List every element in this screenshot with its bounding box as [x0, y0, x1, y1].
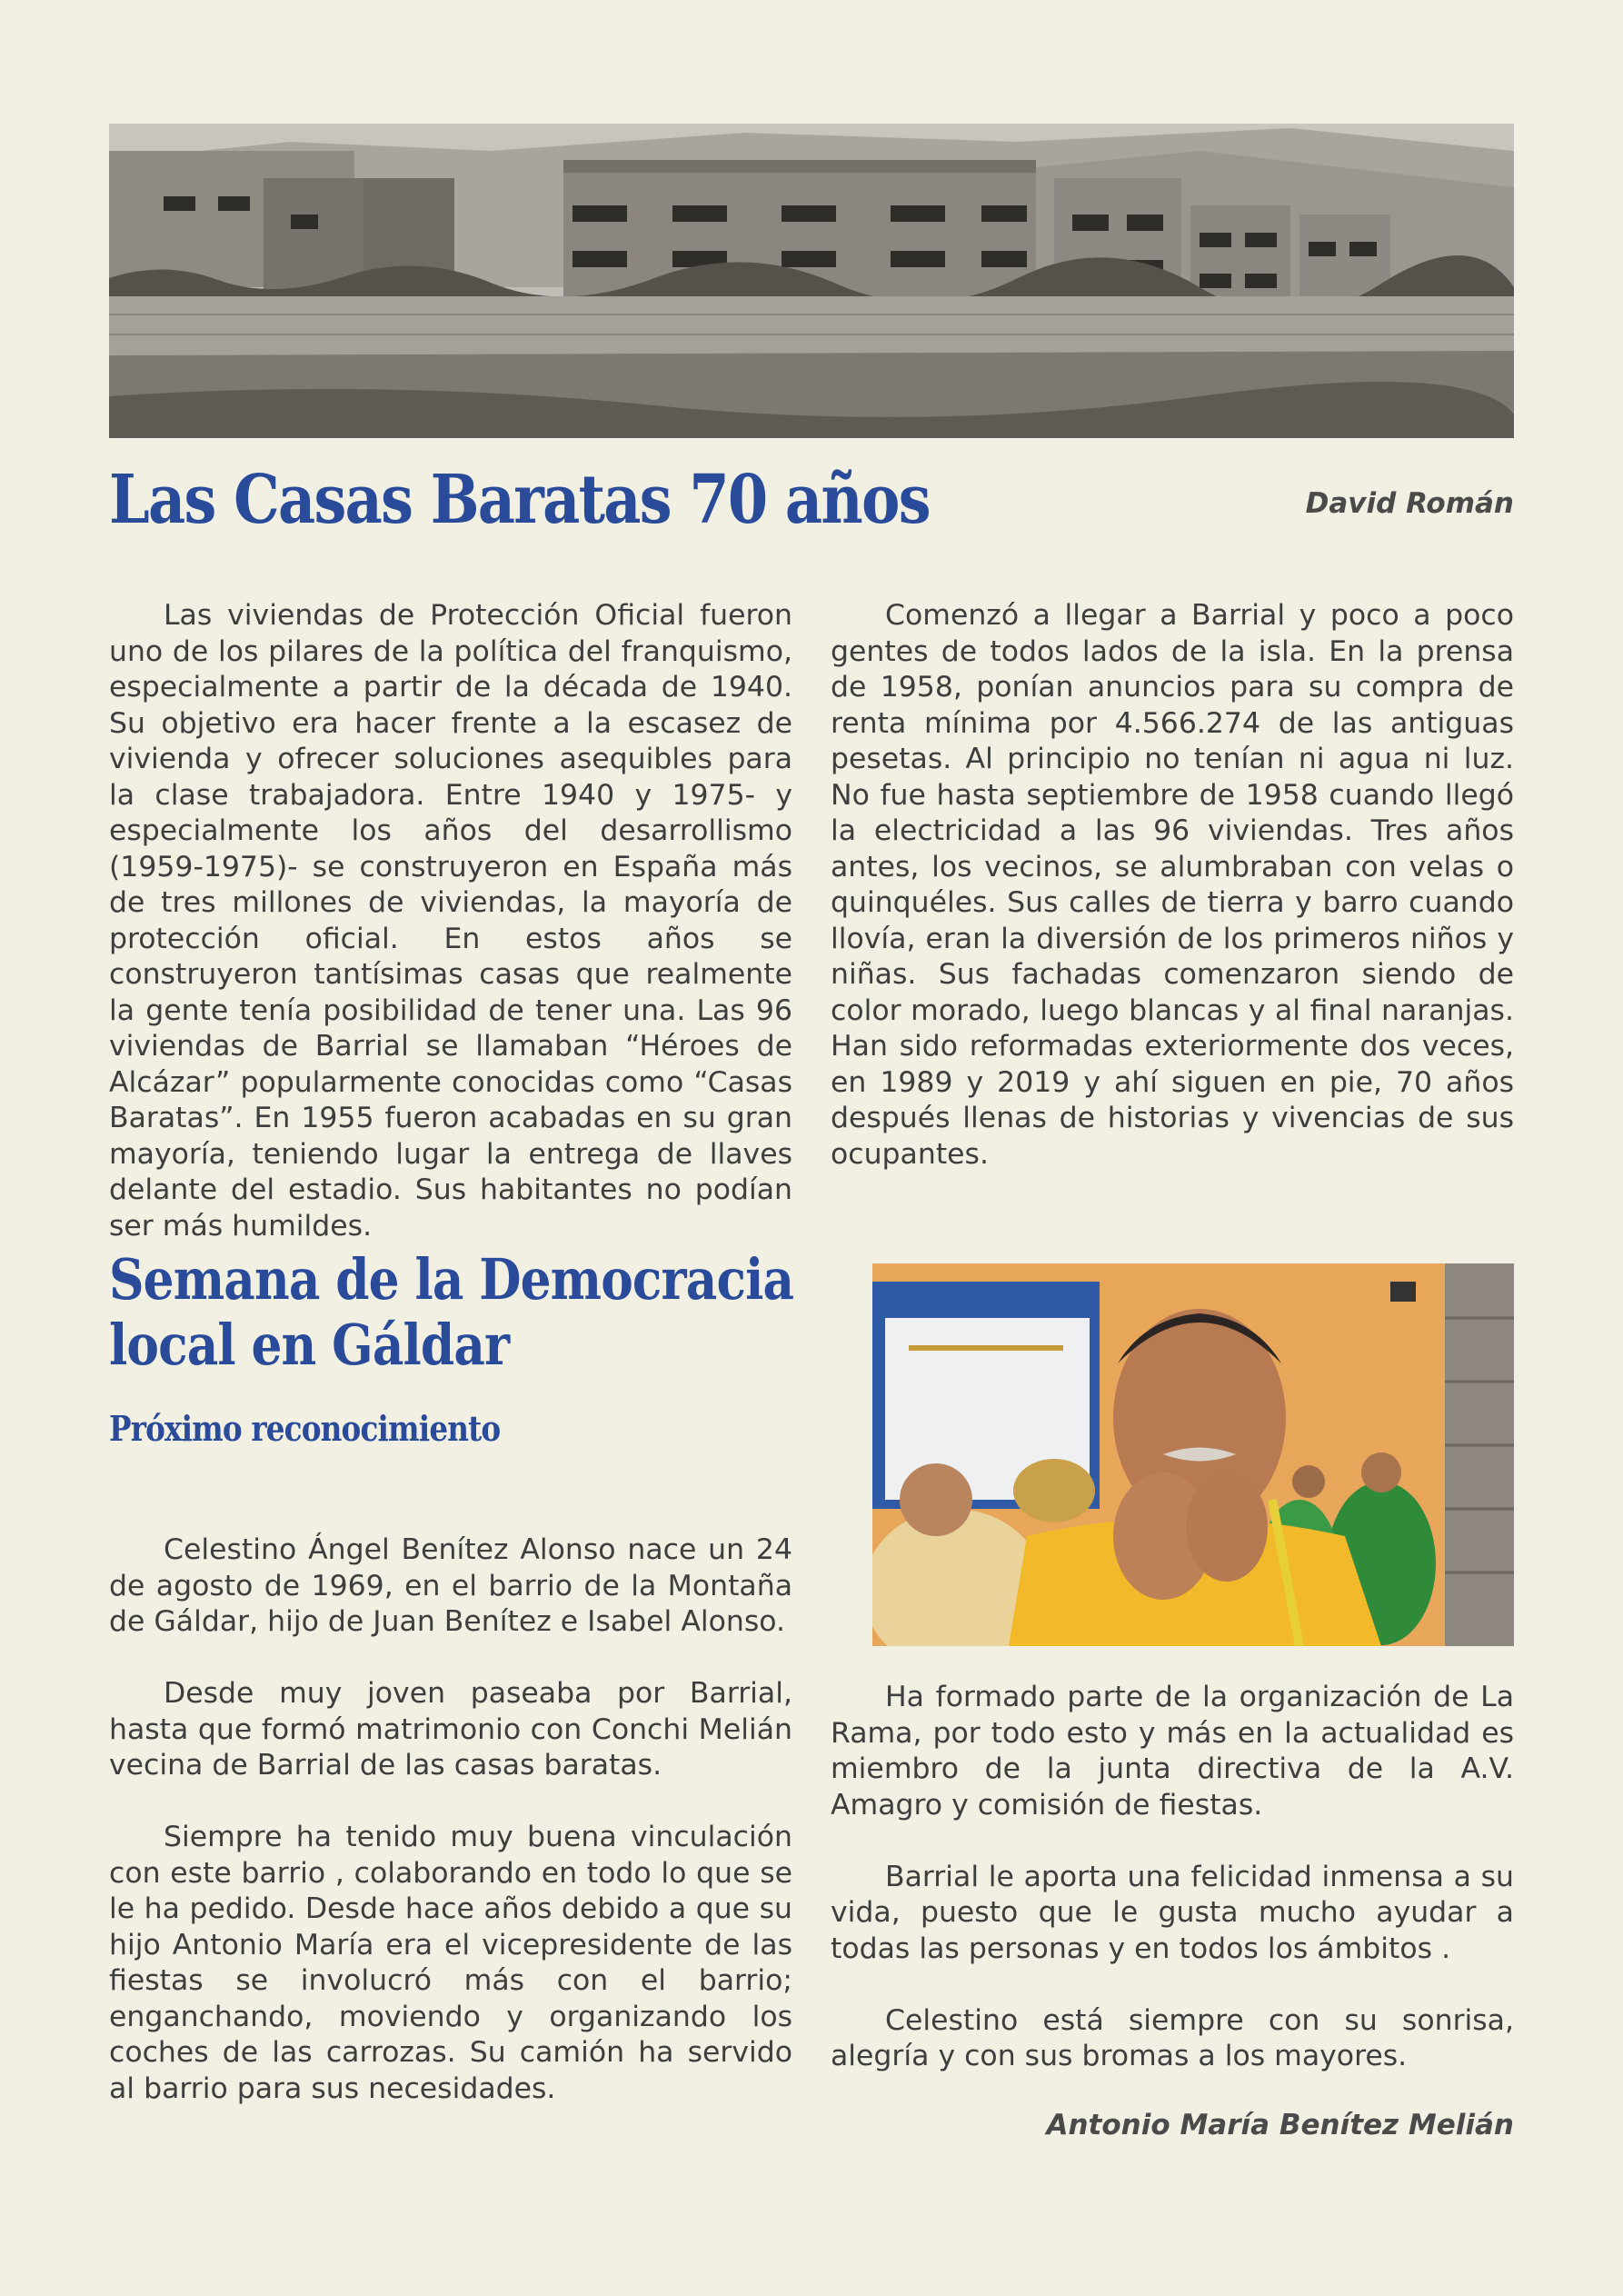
article-author: David Román — [1305, 487, 1514, 520]
paragraph: Ha formado parte de la organización de La Rama, por todo esto y más en la actualidad es miembro de la junta directiva de la A.V. Amagro y comisión de fiestas. — [831, 1681, 1514, 1822]
article-author: Antonio María Benítez Melián — [1046, 2109, 1514, 2141]
article2-column-right — [831, 1680, 1514, 2075]
paragraph: Las viviendas de Protección Oficial fueron uno de los pilares de la política del franquismo, especialmente a partir de la década de 1940. Su objetivo era hacer frente a la escasez de vivienda y ofrecer soluciones asequibles para la clase trabajadora. Entre 1940 y 1975- y especialmente los años del desarrollismo (1959-1975)- se construyeron en España más de tres millones de viviendas, la mayoría de protección oficial. En estos años se construyeron tantísimas casas que realmente la gente tenía posibilidad de tener una. Las 96 viviendas de Barrial se llamaban “Héroes de Alcázar” popularmente conocidas como “Casas Baratas”. En 1955 fueron acabadas en su gran mayoría, teniendo lugar la entrega de llaves delante del estadio. Sus habitantes no podían ser más humildes. — [109, 599, 792, 1243]
paragraph: Comenzó a llegar a Barrial y poco a poco gentes de todos lados de la isla. En la prensa de 1958, ponían anuncios para su compra de renta mínima por 4.566.274 de las antiguas pesetas. Al principio no tenían ni agua ni luz. No fue hasta septiembre de 1958 cuando llegó la electricidad a las 96 viviendas. Tres años antes, los vecinos, se alumbraban con velas o quinquéles. Sus calles de tierra y barro cuando llovía, eran la diversión de los primeros niños y niñas. Sus fachadas comenzaron siendo de color morado, luego blancas y al final naranjas. Han sido reformadas exteriormente dos veces, en 1989 y 2019 y ahí siguen en pie, 70 años después llenas de historias y vivencias de sus ocupantes. — [831, 599, 1514, 1171]
paragraph: Celestino está siempre con su sonrisa, alegría y con sus bromas a los mayores. — [831, 2003, 1514, 2072]
article-title-casas-baratas: Las Casas Baratas 70 años — [109, 461, 930, 539]
article-title-democracia-local: Semana de la Democracia local en Gáldar — [109, 1246, 794, 1378]
article1-column-right — [831, 598, 1514, 1173]
buildings-illustration — [109, 124, 1514, 438]
article2-column-left — [109, 1532, 792, 2107]
paragraph: Barrial le aporta una felicidad inmensa a su vida, puesto que le gusta mucho ayudar a todas las personas y en todos los ámbitos . — [831, 1860, 1514, 1965]
paragraph: Desde muy joven paseaba por Barrial, hasta que formó matrimonio con Conchi Melián vecina de Barrial de las casas baratas. — [109, 1677, 792, 1782]
portrait-illustration — [872, 1263, 1514, 1646]
paragraph: Celestino Ángel Benítez Alonso nace un 24 de agosto de 1969, en el barrio de la Montaña de Gáldar, hijo de Juan Benítez e Isabel Alonso. — [109, 1533, 792, 1638]
header-photo-casas-baratas — [109, 124, 1514, 438]
portrait-photo-celestino — [872, 1263, 1514, 1646]
article1-column-left — [109, 598, 792, 1244]
paragraph: Siempre ha tenido muy buena vinculación con este barrio , colaborando en todo lo que se le ha pedido. Desde hace años debido a que su hijo Antonio María era el vicepresidente de las fiestas se involucró más con el barrio; enganchando, moviendo y organizando los coches de las carrozas. Su camión ha servido al barrio para sus necesidades. — [109, 1821, 792, 2105]
article-subtitle: Próximo reconocimiento — [109, 1408, 501, 1449]
